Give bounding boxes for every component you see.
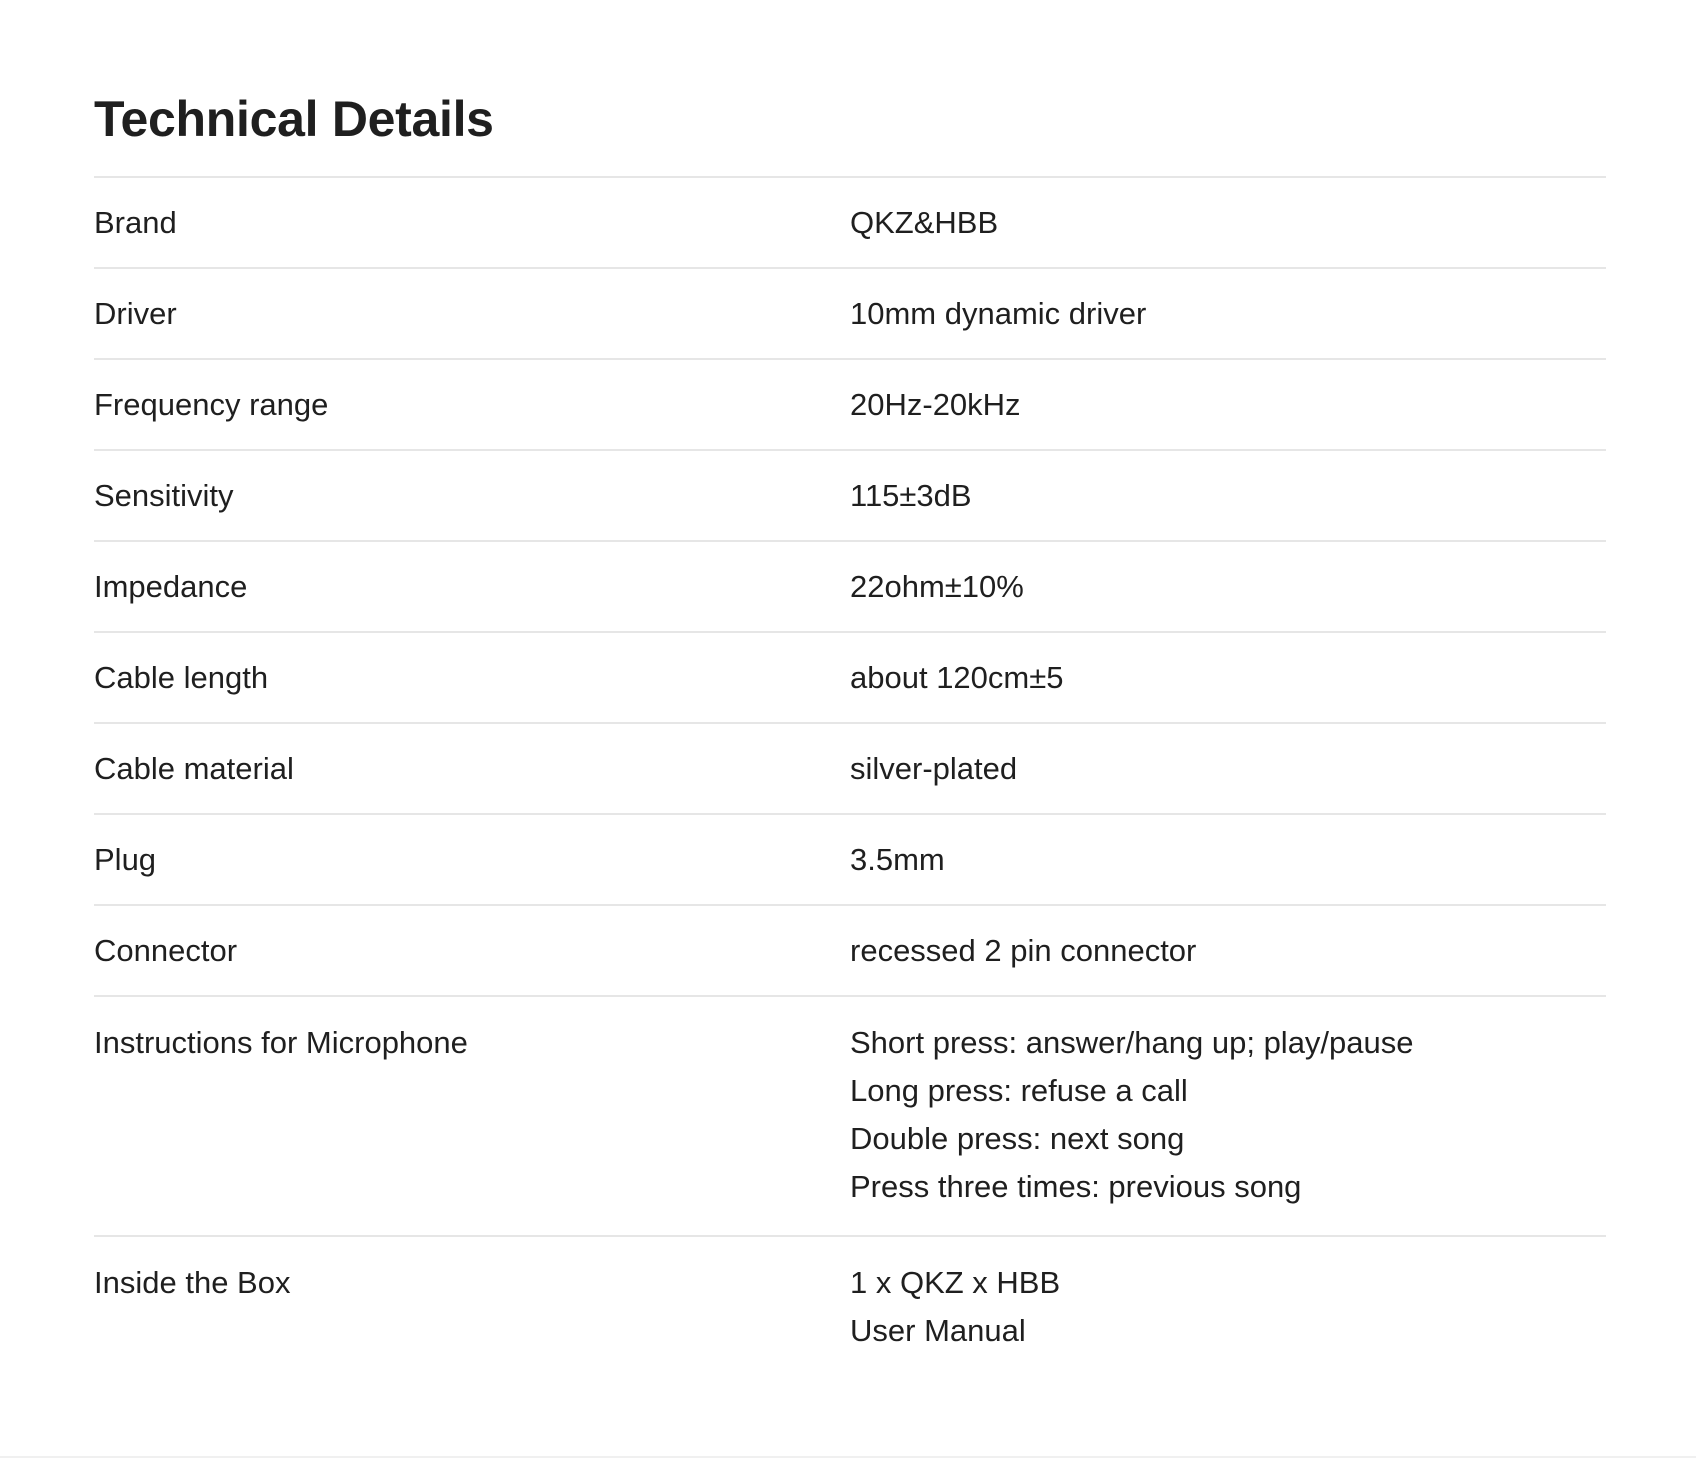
spec-row-connector [94,906,1606,997]
spec-value [850,290,1606,338]
spec-label: Instructions for Microphone [94,1025,468,1060]
spec-value-line: Double press: next song [850,1121,1185,1156]
spec-label: Frequency range [94,386,329,422]
spec-value-line: recessed 2 pin connector [850,932,1197,968]
spec-value-line: 10mm dynamic driver [850,295,1147,331]
spec-value-line: 1 x QKZ x HBB [850,1265,1061,1300]
spec-value [850,199,1606,247]
spec-row-frequency-range [94,360,1606,451]
spec-label: Impedance [94,568,248,604]
spec-row-cable-material [94,724,1606,815]
spec-value-line: Long press: refuse a call [850,1073,1188,1108]
spec-row-plug [94,815,1606,906]
spec-label: Cable length [94,659,269,695]
spec-row-driver [94,269,1606,360]
spec-value [850,654,1606,702]
spec-value [850,472,1606,520]
spec-value [850,381,1606,429]
spec-label: Connector [94,932,238,968]
spec-row-impedance [94,542,1606,633]
spec-value-line: 115±3dB [850,477,972,513]
spec-row-microphone-instructions [94,997,1606,1237]
spec-value [850,836,1606,884]
spec-label: Plug [94,841,157,877]
spec-value [850,927,1606,975]
spec-value [850,745,1606,793]
technical-details-section [94,82,1606,1387]
spec-value-line: Press three times: previous song [850,1169,1302,1204]
section-title: Technical Details [94,91,494,147]
spec-label: Sensitivity [94,477,234,513]
spec-label: Cable material [94,750,294,786]
spec-label: Brand [94,204,177,240]
spec-value [850,563,1606,611]
spec-table [94,176,1606,1387]
spec-row-brand [94,178,1606,269]
spec-value-line: about 120cm±5 [850,659,1064,695]
spec-value-line: 22ohm±10% [850,568,1024,604]
spec-row-cable-length [94,633,1606,724]
spec-value-line: silver-plated [850,750,1018,786]
spec-value [850,1019,1606,1211]
spec-row-inside-the-box [94,1237,1606,1387]
spec-value-line: Short press: answer/hang up; play/pause [850,1025,1414,1060]
spec-value-line: User Manual [850,1313,1026,1348]
spec-value-line: QKZ&HBB [850,204,999,240]
spec-label: Inside the Box [94,1265,291,1300]
spec-value-line: 20Hz-20kHz [850,386,1021,422]
spec-value-line: 3.5mm [850,841,945,877]
spec-row-sensitivity [94,451,1606,542]
spec-value [850,1259,1606,1355]
spec-label: Driver [94,295,177,331]
